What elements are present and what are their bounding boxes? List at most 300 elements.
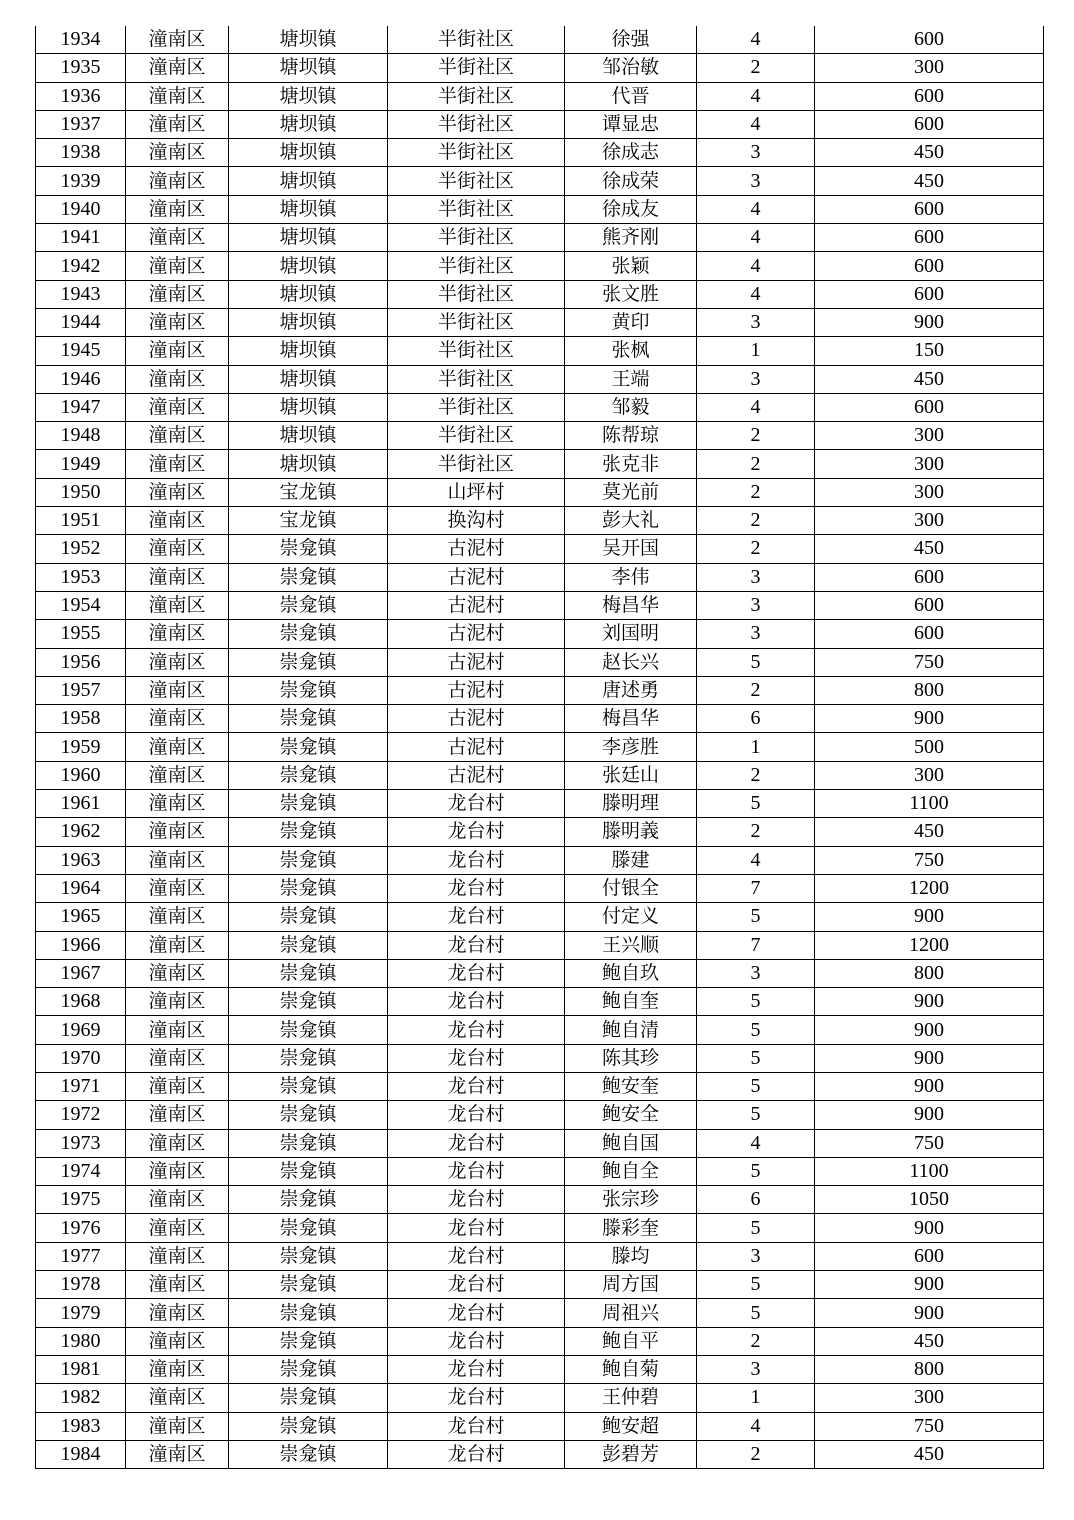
cell-serial-no: 1960 xyxy=(36,761,126,789)
cell-amount: 300 xyxy=(815,422,1044,450)
cell-serial-no: 1984 xyxy=(36,1440,126,1468)
cell-amount: 600 xyxy=(815,224,1044,252)
cell-district: 潼南区 xyxy=(126,818,229,846)
cell-amount: 600 xyxy=(815,280,1044,308)
table-row xyxy=(36,988,1044,1016)
table-row xyxy=(36,959,1044,987)
cell-village: 半街社区 xyxy=(388,337,565,365)
table-row xyxy=(36,478,1044,506)
cell-name: 熊齐刚 xyxy=(565,224,697,252)
cell-town: 崇龛镇 xyxy=(229,761,388,789)
cell-district: 潼南区 xyxy=(126,450,229,478)
cell-amount: 300 xyxy=(815,1384,1044,1412)
cell-village: 半街社区 xyxy=(388,365,565,393)
cell-town: 崇龛镇 xyxy=(229,874,388,902)
cell-amount: 750 xyxy=(815,1412,1044,1440)
cell-name: 付定义 xyxy=(565,903,697,931)
cell-village: 龙台村 xyxy=(388,959,565,987)
cell-town: 崇龛镇 xyxy=(229,1242,388,1270)
table-row xyxy=(36,1384,1044,1412)
cell-district: 潼南区 xyxy=(126,1044,229,1072)
cell-serial-no: 1954 xyxy=(36,591,126,619)
cell-name: 付银全 xyxy=(565,874,697,902)
cell-amount: 600 xyxy=(815,591,1044,619)
cell-household-size: 1 xyxy=(697,1384,815,1412)
cell-household-size: 3 xyxy=(697,563,815,591)
cell-town: 崇龛镇 xyxy=(229,818,388,846)
cell-village: 龙台村 xyxy=(388,1214,565,1242)
cell-town: 崇龛镇 xyxy=(229,620,388,648)
cell-serial-no: 1982 xyxy=(36,1384,126,1412)
cell-town: 塘坝镇 xyxy=(229,139,388,167)
cell-serial-no: 1945 xyxy=(36,337,126,365)
cell-district: 潼南区 xyxy=(126,676,229,704)
cell-amount: 900 xyxy=(815,988,1044,1016)
cell-amount: 900 xyxy=(815,903,1044,931)
cell-name: 代晋 xyxy=(565,82,697,110)
cell-serial-no: 1936 xyxy=(36,82,126,110)
cell-amount: 900 xyxy=(815,1016,1044,1044)
cell-village: 龙台村 xyxy=(388,1016,565,1044)
cell-serial-no: 1957 xyxy=(36,676,126,704)
cell-town: 塘坝镇 xyxy=(229,393,388,421)
cell-town: 崇龛镇 xyxy=(229,1271,388,1299)
cell-serial-no: 1935 xyxy=(36,54,126,82)
cell-serial-no: 1971 xyxy=(36,1072,126,1100)
cell-household-size: 5 xyxy=(697,1101,815,1129)
cell-village: 半街社区 xyxy=(388,82,565,110)
cell-district: 潼南区 xyxy=(126,110,229,138)
cell-amount: 750 xyxy=(815,1129,1044,1157)
cell-amount: 1200 xyxy=(815,931,1044,959)
cell-name: 梅昌华 xyxy=(565,591,697,619)
cell-serial-no: 1939 xyxy=(36,167,126,195)
cell-village: 龙台村 xyxy=(388,1327,565,1355)
cell-household-size: 5 xyxy=(697,1299,815,1327)
cell-village: 半街社区 xyxy=(388,308,565,336)
table-row xyxy=(36,54,1044,82)
cell-household-size: 3 xyxy=(697,167,815,195)
table-row xyxy=(36,676,1044,704)
cell-town: 塘坝镇 xyxy=(229,365,388,393)
cell-name: 吴开国 xyxy=(565,535,697,563)
cell-serial-no: 1967 xyxy=(36,959,126,987)
cell-serial-no: 1951 xyxy=(36,507,126,535)
cell-village: 古泥村 xyxy=(388,591,565,619)
cell-district: 潼南区 xyxy=(126,959,229,987)
cell-serial-no: 1965 xyxy=(36,903,126,931)
cell-name: 张文胜 xyxy=(565,280,697,308)
cell-name: 彭大礼 xyxy=(565,507,697,535)
table-row xyxy=(36,563,1044,591)
table-row xyxy=(36,507,1044,535)
cell-village: 半街社区 xyxy=(388,195,565,223)
cell-amount: 900 xyxy=(815,308,1044,336)
table-row xyxy=(36,591,1044,619)
table-row xyxy=(36,393,1044,421)
cell-village: 古泥村 xyxy=(388,535,565,563)
cell-district: 潼南区 xyxy=(126,903,229,931)
cell-household-size: 6 xyxy=(697,705,815,733)
cell-town: 宝龙镇 xyxy=(229,507,388,535)
cell-household-size: 2 xyxy=(697,818,815,846)
cell-household-size: 5 xyxy=(697,790,815,818)
cell-district: 潼南区 xyxy=(126,195,229,223)
cell-district: 潼南区 xyxy=(126,733,229,761)
cell-household-size: 4 xyxy=(697,1129,815,1157)
cell-amount: 300 xyxy=(815,507,1044,535)
records-table xyxy=(35,26,1044,1469)
cell-town: 崇龛镇 xyxy=(229,1355,388,1383)
cell-amount: 750 xyxy=(815,648,1044,676)
cell-district: 潼南区 xyxy=(126,252,229,280)
cell-district: 潼南区 xyxy=(126,308,229,336)
cell-town: 崇龛镇 xyxy=(229,1299,388,1327)
cell-amount: 600 xyxy=(815,620,1044,648)
cell-town: 塘坝镇 xyxy=(229,54,388,82)
cell-town: 崇龛镇 xyxy=(229,1186,388,1214)
cell-name: 鲍自奎 xyxy=(565,988,697,1016)
table-row xyxy=(36,26,1044,54)
cell-district: 潼南区 xyxy=(126,26,229,54)
table-row xyxy=(36,818,1044,846)
cell-district: 潼南区 xyxy=(126,1214,229,1242)
cell-amount: 450 xyxy=(815,1327,1044,1355)
cell-name: 陈帮琼 xyxy=(565,422,697,450)
table-row xyxy=(36,903,1044,931)
table-row xyxy=(36,648,1044,676)
cell-town: 崇龛镇 xyxy=(229,1016,388,1044)
cell-serial-no: 1975 xyxy=(36,1186,126,1214)
cell-village: 古泥村 xyxy=(388,705,565,733)
cell-district: 潼南区 xyxy=(126,535,229,563)
cell-household-size: 4 xyxy=(697,252,815,280)
cell-amount: 600 xyxy=(815,195,1044,223)
cell-district: 潼南区 xyxy=(126,1129,229,1157)
cell-town: 崇龛镇 xyxy=(229,1072,388,1100)
cell-serial-no: 1970 xyxy=(36,1044,126,1072)
cell-serial-no: 1980 xyxy=(36,1327,126,1355)
cell-amount: 900 xyxy=(815,1214,1044,1242)
cell-serial-no: 1952 xyxy=(36,535,126,563)
cell-village: 龙台村 xyxy=(388,903,565,931)
cell-name: 鲍自全 xyxy=(565,1157,697,1185)
table-row xyxy=(36,280,1044,308)
cell-district: 潼南区 xyxy=(126,1186,229,1214)
cell-village: 山坪村 xyxy=(388,478,565,506)
table-row xyxy=(36,1129,1044,1157)
cell-household-size: 1 xyxy=(697,733,815,761)
cell-town: 塘坝镇 xyxy=(229,252,388,280)
cell-serial-no: 1938 xyxy=(36,139,126,167)
cell-town: 崇龛镇 xyxy=(229,1440,388,1468)
cell-household-size: 7 xyxy=(697,931,815,959)
table-row xyxy=(36,1072,1044,1100)
cell-town: 塘坝镇 xyxy=(229,422,388,450)
cell-village: 龙台村 xyxy=(388,1072,565,1100)
cell-amount: 300 xyxy=(815,761,1044,789)
cell-serial-no: 1972 xyxy=(36,1101,126,1129)
cell-household-size: 4 xyxy=(697,393,815,421)
cell-village: 古泥村 xyxy=(388,761,565,789)
cell-amount: 600 xyxy=(815,393,1044,421)
cell-district: 潼南区 xyxy=(126,507,229,535)
cell-town: 崇龛镇 xyxy=(229,733,388,761)
cell-amount: 900 xyxy=(815,1101,1044,1129)
cell-amount: 600 xyxy=(815,26,1044,54)
cell-town: 崇龛镇 xyxy=(229,988,388,1016)
cell-serial-no: 1961 xyxy=(36,790,126,818)
table-row xyxy=(36,1355,1044,1383)
cell-name: 鲍安奎 xyxy=(565,1072,697,1100)
cell-serial-no: 1963 xyxy=(36,846,126,874)
cell-name: 唐述勇 xyxy=(565,676,697,704)
cell-serial-no: 1958 xyxy=(36,705,126,733)
cell-name: 鲍自菊 xyxy=(565,1355,697,1383)
cell-town: 塘坝镇 xyxy=(229,195,388,223)
cell-amount: 1050 xyxy=(815,1186,1044,1214)
cell-name: 滕均 xyxy=(565,1242,697,1270)
table-row xyxy=(36,308,1044,336)
cell-household-size: 3 xyxy=(697,1242,815,1270)
cell-household-size: 3 xyxy=(697,591,815,619)
cell-district: 潼南区 xyxy=(126,563,229,591)
cell-amount: 600 xyxy=(815,563,1044,591)
table-row xyxy=(36,1214,1044,1242)
cell-district: 潼南区 xyxy=(126,54,229,82)
cell-district: 潼南区 xyxy=(126,1271,229,1299)
cell-village: 古泥村 xyxy=(388,620,565,648)
cell-district: 潼南区 xyxy=(126,365,229,393)
cell-serial-no: 1964 xyxy=(36,874,126,902)
cell-village: 半街社区 xyxy=(388,450,565,478)
cell-district: 潼南区 xyxy=(126,790,229,818)
cell-name: 徐成友 xyxy=(565,195,697,223)
cell-town: 宝龙镇 xyxy=(229,478,388,506)
cell-village: 古泥村 xyxy=(388,676,565,704)
table-row xyxy=(36,1157,1044,1185)
cell-village: 龙台村 xyxy=(388,846,565,874)
cell-town: 塘坝镇 xyxy=(229,110,388,138)
cell-name: 周祖兴 xyxy=(565,1299,697,1327)
cell-district: 潼南区 xyxy=(126,393,229,421)
cell-household-size: 5 xyxy=(697,988,815,1016)
cell-name: 鲍自玖 xyxy=(565,959,697,987)
cell-district: 潼南区 xyxy=(126,82,229,110)
cell-district: 潼南区 xyxy=(126,705,229,733)
cell-household-size: 4 xyxy=(697,110,815,138)
cell-town: 崇龛镇 xyxy=(229,676,388,704)
cell-household-size: 3 xyxy=(697,139,815,167)
cell-district: 潼南区 xyxy=(126,167,229,195)
cell-amount: 900 xyxy=(815,1072,1044,1100)
cell-amount: 450 xyxy=(815,139,1044,167)
cell-household-size: 4 xyxy=(697,280,815,308)
cell-village: 龙台村 xyxy=(388,1157,565,1185)
table-row xyxy=(36,733,1044,761)
cell-village: 龙台村 xyxy=(388,1355,565,1383)
cell-serial-no: 1949 xyxy=(36,450,126,478)
cell-household-size: 4 xyxy=(697,846,815,874)
cell-town: 崇龛镇 xyxy=(229,846,388,874)
cell-town: 崇龛镇 xyxy=(229,959,388,987)
cell-household-size: 5 xyxy=(697,1044,815,1072)
cell-name: 鲍安超 xyxy=(565,1412,697,1440)
cell-serial-no: 1962 xyxy=(36,818,126,846)
cell-serial-no: 1943 xyxy=(36,280,126,308)
cell-name: 徐成志 xyxy=(565,139,697,167)
cell-town: 崇龛镇 xyxy=(229,931,388,959)
cell-village: 龙台村 xyxy=(388,1384,565,1412)
cell-town: 塘坝镇 xyxy=(229,224,388,252)
table-row xyxy=(36,422,1044,450)
cell-name: 鲍安全 xyxy=(565,1101,697,1129)
cell-town: 崇龛镇 xyxy=(229,1327,388,1355)
cell-name: 莫光前 xyxy=(565,478,697,506)
cell-name: 刘国明 xyxy=(565,620,697,648)
cell-household-size: 2 xyxy=(697,54,815,82)
cell-serial-no: 1983 xyxy=(36,1412,126,1440)
cell-district: 潼南区 xyxy=(126,1016,229,1044)
cell-village: 古泥村 xyxy=(388,648,565,676)
table-row xyxy=(36,1299,1044,1327)
cell-amount: 1200 xyxy=(815,874,1044,902)
cell-amount: 600 xyxy=(815,82,1044,110)
cell-serial-no: 1955 xyxy=(36,620,126,648)
table-row xyxy=(36,450,1044,478)
cell-household-size: 5 xyxy=(697,903,815,931)
cell-name: 邹毅 xyxy=(565,393,697,421)
cell-name: 邹治敏 xyxy=(565,54,697,82)
cell-household-size: 2 xyxy=(697,761,815,789)
cell-village: 半街社区 xyxy=(388,139,565,167)
cell-district: 潼南区 xyxy=(126,988,229,1016)
cell-household-size: 5 xyxy=(697,648,815,676)
cell-amount: 450 xyxy=(815,365,1044,393)
table-row xyxy=(36,761,1044,789)
cell-serial-no: 1978 xyxy=(36,1271,126,1299)
cell-name: 鲍自清 xyxy=(565,1016,697,1044)
cell-village: 半街社区 xyxy=(388,167,565,195)
cell-village: 半街社区 xyxy=(388,280,565,308)
table-row xyxy=(36,1101,1044,1129)
cell-name: 徐成荣 xyxy=(565,167,697,195)
cell-serial-no: 1974 xyxy=(36,1157,126,1185)
table-row xyxy=(36,1044,1044,1072)
table-row xyxy=(36,705,1044,733)
cell-name: 鲍自国 xyxy=(565,1129,697,1157)
cell-village: 龙台村 xyxy=(388,1299,565,1327)
cell-household-size: 4 xyxy=(697,224,815,252)
cell-town: 塘坝镇 xyxy=(229,280,388,308)
cell-amount: 450 xyxy=(815,1440,1044,1468)
cell-district: 潼南区 xyxy=(126,1355,229,1383)
cell-village: 龙台村 xyxy=(388,931,565,959)
cell-amount: 900 xyxy=(815,1044,1044,1072)
cell-name: 滕建 xyxy=(565,846,697,874)
cell-name: 陈其珍 xyxy=(565,1044,697,1072)
cell-name: 张颖 xyxy=(565,252,697,280)
cell-amount: 900 xyxy=(815,1299,1044,1327)
cell-district: 潼南区 xyxy=(126,1384,229,1412)
cell-district: 潼南区 xyxy=(126,1440,229,1468)
cell-amount: 450 xyxy=(815,167,1044,195)
table-row xyxy=(36,620,1044,648)
cell-village: 龙台村 xyxy=(388,1271,565,1299)
cell-household-size: 5 xyxy=(697,1271,815,1299)
cell-name: 李彦胜 xyxy=(565,733,697,761)
cell-amount: 600 xyxy=(815,110,1044,138)
cell-town: 崇龛镇 xyxy=(229,1044,388,1072)
table-row xyxy=(36,1327,1044,1355)
cell-serial-no: 1981 xyxy=(36,1355,126,1383)
cell-village: 半街社区 xyxy=(388,224,565,252)
cell-household-size: 4 xyxy=(697,26,815,54)
cell-amount: 500 xyxy=(815,733,1044,761)
cell-name: 李伟 xyxy=(565,563,697,591)
cell-amount: 600 xyxy=(815,252,1044,280)
cell-household-size: 3 xyxy=(697,365,815,393)
table-row xyxy=(36,139,1044,167)
cell-household-size: 2 xyxy=(697,507,815,535)
table-row xyxy=(36,252,1044,280)
table-row xyxy=(36,931,1044,959)
cell-name: 谭显忠 xyxy=(565,110,697,138)
cell-serial-no: 1973 xyxy=(36,1129,126,1157)
cell-village: 半街社区 xyxy=(388,252,565,280)
cell-town: 崇龛镇 xyxy=(229,1412,388,1440)
cell-district: 潼南区 xyxy=(126,1101,229,1129)
table-row xyxy=(36,167,1044,195)
cell-serial-no: 1956 xyxy=(36,648,126,676)
cell-town: 崇龛镇 xyxy=(229,648,388,676)
cell-district: 潼南区 xyxy=(126,1327,229,1355)
cell-serial-no: 1947 xyxy=(36,393,126,421)
cell-amount: 450 xyxy=(815,535,1044,563)
cell-household-size: 1 xyxy=(697,337,815,365)
table-row xyxy=(36,535,1044,563)
table-row xyxy=(36,195,1044,223)
cell-town: 塘坝镇 xyxy=(229,167,388,195)
cell-name: 张克非 xyxy=(565,450,697,478)
cell-village: 龙台村 xyxy=(388,818,565,846)
cell-serial-no: 1937 xyxy=(36,110,126,138)
cell-amount: 900 xyxy=(815,1271,1044,1299)
cell-serial-no: 1941 xyxy=(36,224,126,252)
cell-district: 潼南区 xyxy=(126,139,229,167)
table-row xyxy=(36,790,1044,818)
cell-town: 塘坝镇 xyxy=(229,308,388,336)
cell-district: 潼南区 xyxy=(126,1242,229,1270)
cell-amount: 300 xyxy=(815,54,1044,82)
cell-serial-no: 1942 xyxy=(36,252,126,280)
cell-serial-no: 1966 xyxy=(36,931,126,959)
cell-village: 龙台村 xyxy=(388,988,565,1016)
cell-amount: 150 xyxy=(815,337,1044,365)
cell-serial-no: 1969 xyxy=(36,1016,126,1044)
table-row xyxy=(36,1242,1044,1270)
cell-district: 潼南区 xyxy=(126,648,229,676)
cell-town: 崇龛镇 xyxy=(229,1157,388,1185)
cell-village: 龙台村 xyxy=(388,874,565,902)
table-row xyxy=(36,846,1044,874)
cell-village: 龙台村 xyxy=(388,1186,565,1214)
cell-village: 龙台村 xyxy=(388,1101,565,1129)
cell-household-size: 2 xyxy=(697,676,815,704)
cell-household-size: 2 xyxy=(697,450,815,478)
cell-household-size: 4 xyxy=(697,195,815,223)
cell-name: 张宗珍 xyxy=(565,1186,697,1214)
